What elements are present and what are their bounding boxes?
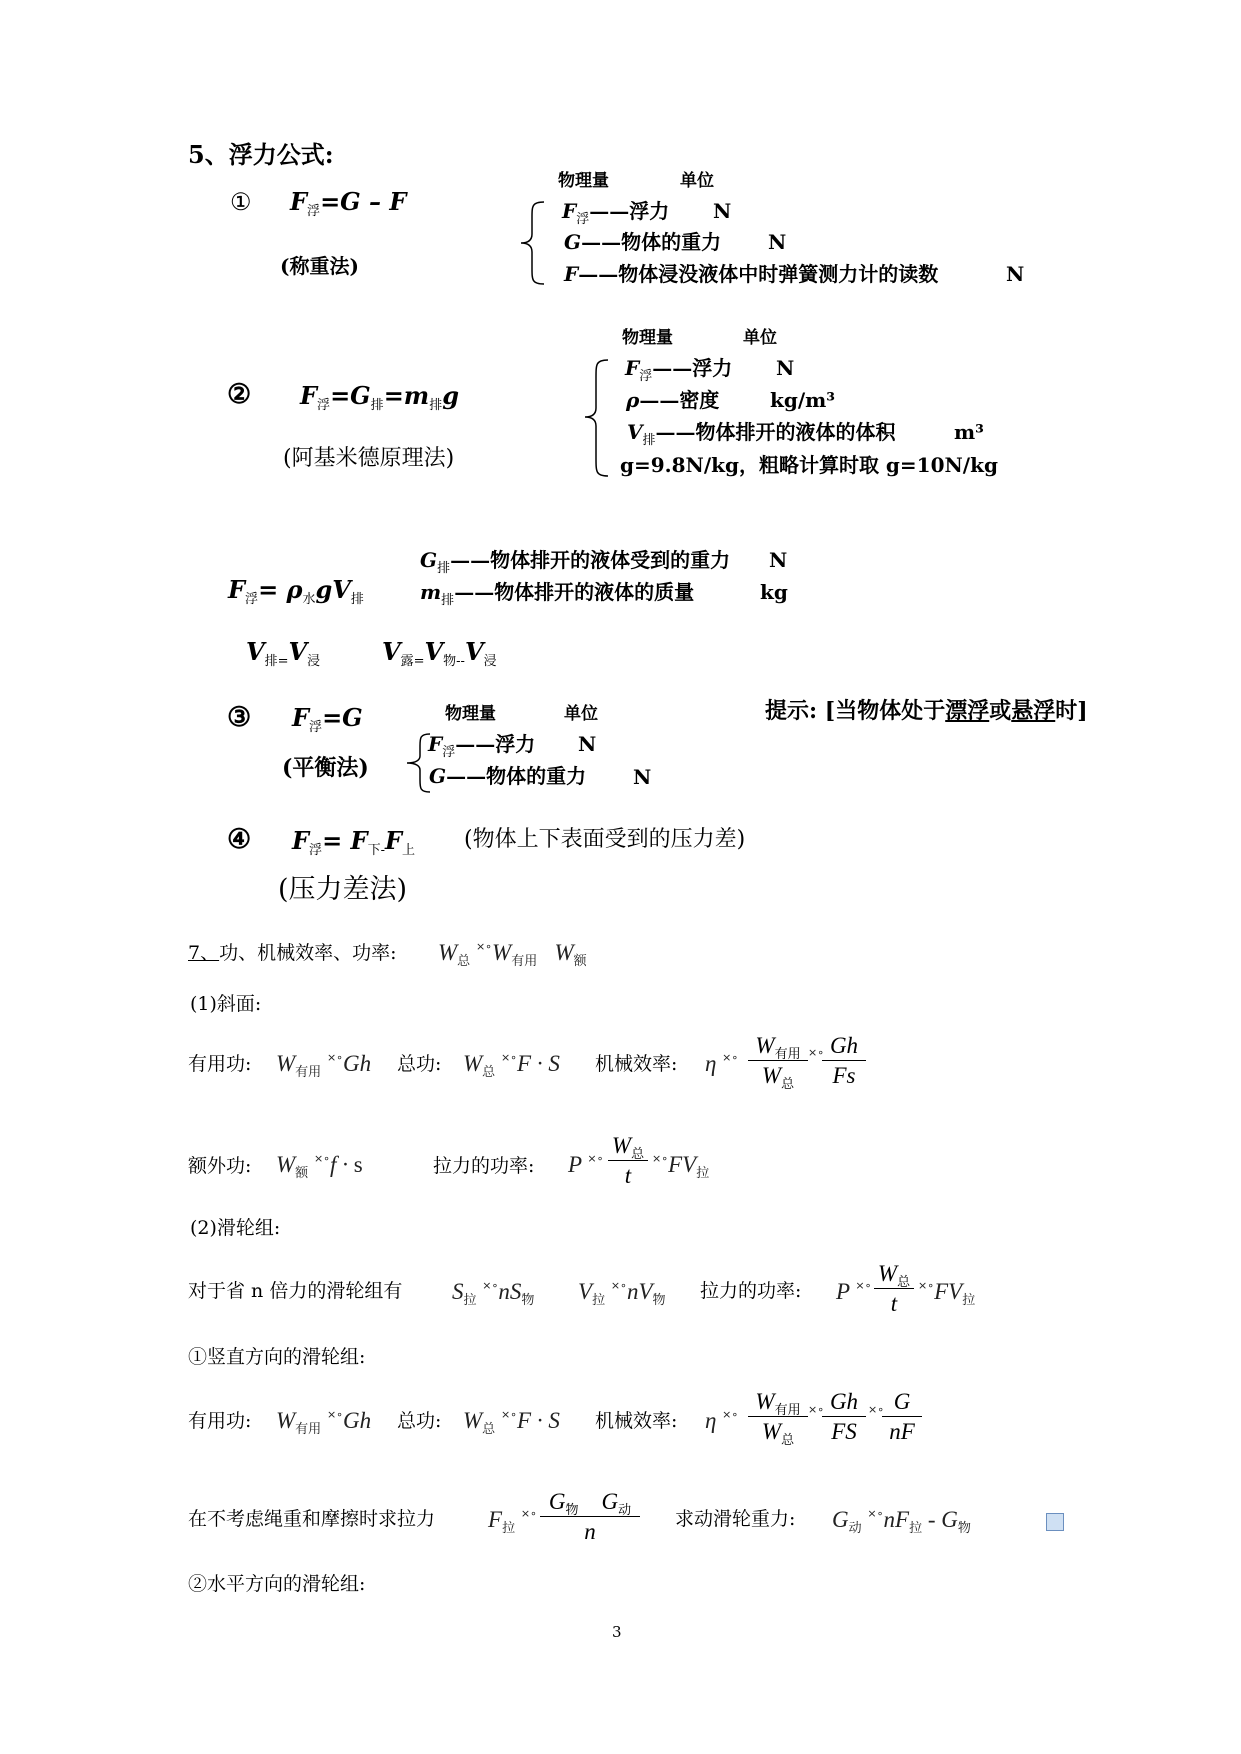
m3-header-unit: 单位 [564,704,598,724]
vertical-total-label: 总功: [397,1410,442,1432]
m1-unit-buoyancy: N [713,199,732,223]
pulley-power-p: P ×∘ [836,1279,872,1304]
vertical-efficiency-fraction-3: G nF [882,1390,922,1443]
method-4-formula: $F_浮= F_{下-}F_上$ [292,826,416,858]
anchor-icon[interactable] [1046,1513,1064,1531]
method-1-formula: $F_浮=G - F$ [290,187,407,219]
m2-header-quantity: 物理量 [622,328,673,348]
incline-power-p: P ×∘ [568,1152,604,1177]
incline-power-label: 拉力的功率: [433,1155,535,1177]
method-4-note: (物体上下表面受到的压力差) [464,827,746,852]
incline-total-label: 总功: [397,1053,442,1075]
section-5-heading: 5、浮力公式: [188,140,334,169]
m1-header-unit: 单位 [680,171,714,191]
m2-row-buoyancy: $F_浮——$浮力 [625,356,733,384]
m3-row-buoyancy: $F_浮——$浮力 [428,732,536,760]
method-3-hint: 提示: [当物体处于漂浮或悬浮时] [765,698,1088,724]
volume-relation-1: $V_{排=}V_浸$ [246,637,321,669]
incline-power-fv: $^{\times\circ}FV_拉$ [652,1152,710,1180]
vertical-eta: η ×∘ [705,1408,739,1433]
pulley-speed-relation: $V_拉$ $^{\times\circ}nV_物$ [578,1279,666,1307]
incline-extra-formula: $W_额$ ×∘f · s [276,1152,363,1180]
m1-row-reading: F——物体浸没液体中时弹簧测力计的读数 [564,262,939,286]
page-number: 3 [612,1623,622,1641]
m1-brace [518,200,548,286]
vertical-eq-op-2: ×∘ [868,1403,885,1416]
m3-header-quantity: 物理量 [445,704,496,724]
section-7-heading: 7、功、机械效率、功率: [188,942,397,964]
vertical-efficiency-fraction-2: Gh FS [822,1390,866,1443]
pulley-power-fraction: $W_总$ t [874,1262,914,1315]
pulley-power-label: 拉力的功率: [700,1280,802,1302]
incline-title: (1)斜面: [190,993,262,1015]
m1-unit-gravity: N [768,230,787,254]
ideal-pull-label: 在不考虑绳重和摩擦时求拉力 [188,1508,436,1530]
vertical-eq-op-1: ×∘ [808,1403,825,1416]
vertical-useful-formula: $W_{有用}$ ×∘Gh [276,1408,372,1436]
extra-unit-g-displaced: N [769,548,788,572]
m3-unit-buoyancy: N [578,732,597,756]
method-3-name: (平衡法) [282,755,369,781]
m2-header-unit: 单位 [743,328,777,348]
incline-useful-formula: $W_{有用}$ ×∘Gh [276,1051,372,1079]
pulley-power-fv: $^{\times\circ}FV_拉$ [918,1279,976,1307]
horizontal-pulley-title: ②水平方向的滑轮组: [188,1573,366,1595]
dynamic-pulley-label: 求动滑轮重力: [675,1508,796,1530]
vertical-pulley-title: ①竖直方向的滑轮组: [188,1346,366,1368]
m3-unit-gravity: N [633,765,652,789]
m2-row-g: g=9.8N/kg，粗略计算时取 g=10N/kg [620,453,998,477]
m1-unit-reading: N [1006,262,1025,286]
method-2-number: ② [227,379,252,410]
m2-unit-buoyancy: N [776,356,795,380]
method-2-formula: $F_浮=G_排=m_排g$ [300,381,459,413]
archimedes-density-formula: $F_浮= \rho_水gV_排$ [228,575,364,607]
method-3-formula: $F_浮=G$ [292,703,363,735]
m2-row-density: ρ——密度 [626,388,720,412]
vertical-useful-label: 有用功: [188,1410,252,1432]
m1-row-buoyancy: $F_浮——$浮力 [562,199,670,227]
incline-power-fraction: $W_总$ t [608,1134,648,1187]
m2-brace [582,358,612,478]
vertical-efficiency-fraction-1: $W_{有用}$ $W_总$ [748,1390,808,1443]
incline-eta: η ×∘ [705,1051,739,1076]
extra-row-g-displaced: $G_排——$物体排开的液体受到的重力 [420,548,731,576]
method-2-name: (阿基米德原理法) [283,446,455,471]
incline-extra-label: 额外功: [188,1155,252,1177]
incline-total-formula: $W_总$ ×∘F · S [463,1051,560,1079]
vertical-total-formula: $W_总$ ×∘F · S [463,1408,560,1436]
incline-efficiency-label: 机械效率: [595,1053,678,1075]
method-1-name: (称重法) [280,254,359,278]
incline-useful-label: 有用功: [188,1053,252,1075]
pulley-title: (2)滑轮组: [190,1217,281,1239]
ideal-pull-lhs: $F_拉$ ×∘ [488,1507,537,1535]
ideal-pull-fraction: $G_物$ $G_动$ n [540,1490,640,1543]
m1-header-quantity: 物理量 [558,171,609,191]
m2-row-volume: $V_排——$物体排开的液体的体积 [627,420,896,448]
m1-row-gravity: G——物体的重力 [564,230,722,254]
m2-unit-density: kg/m³ [770,388,836,412]
vertical-efficiency-label: 机械效率: [595,1410,678,1432]
incline-eq-op: ×∘ [808,1046,825,1059]
method-1-number: ① [230,188,252,216]
incline-efficiency-fraction-2: Gh Fs [822,1034,866,1087]
method-4-name: (压力差法) [278,874,408,905]
pulley-n-label: 对于省 n 倍力的滑轮组有 [188,1280,403,1302]
section-7-heading-formula: $W_总$ $^{\times\circ}W_{有用}$ $W_额$ [438,940,587,968]
dynamic-pulley-formula: $G_动$ $^{\times\circ}nF_拉 - G_物$ [832,1507,971,1535]
m2-unit-volume: m³ [954,420,984,444]
method-3-number: ③ [227,702,252,733]
m3-row-gravity: G——物体的重力 [429,764,587,788]
incline-efficiency-fraction-1: $W_{有用}$ $W_总$ [748,1034,808,1087]
volume-relation-2: $V_{露=}V_{物--}V_浸$ [382,637,497,669]
method-4-number: ④ [227,824,252,855]
extra-row-m-displaced: $m_排——$物体排开的液体的质量 [420,580,695,608]
extra-unit-m-displaced: kg [760,580,788,604]
pulley-distance-relation: $S_拉$ $^{\times\circ}nS_物$ [452,1279,535,1307]
